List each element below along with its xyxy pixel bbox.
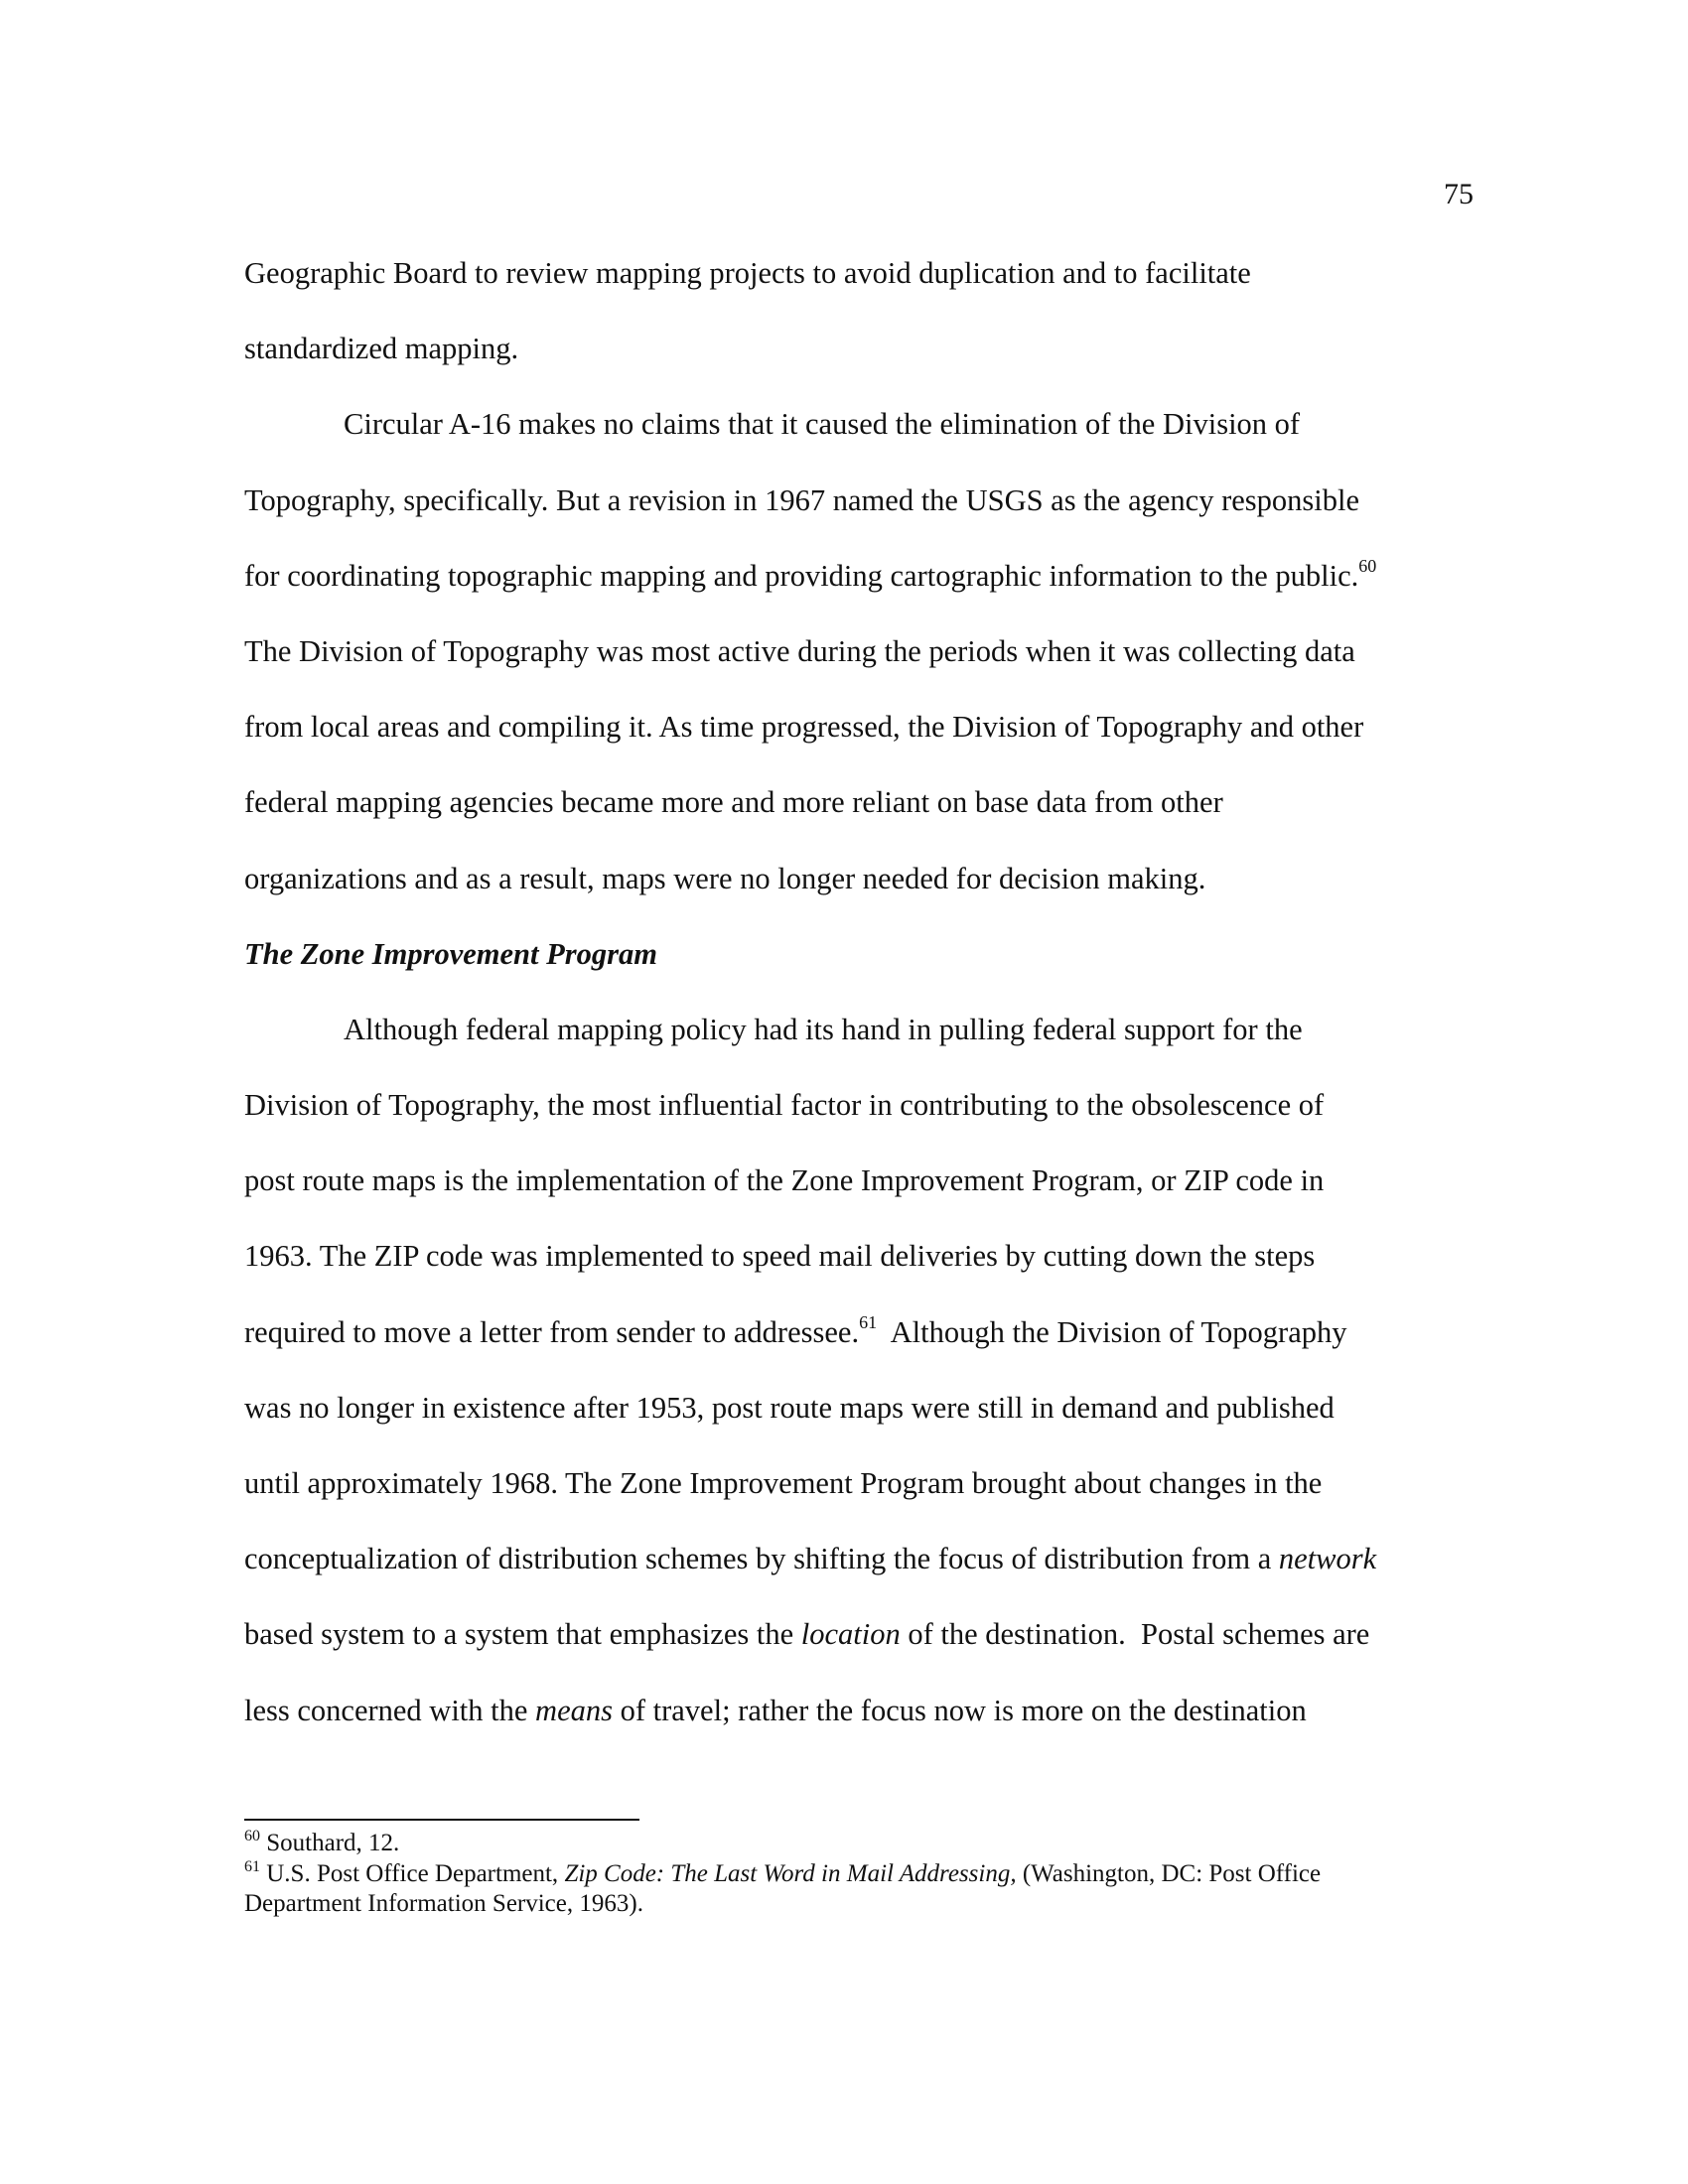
text-line xyxy=(244,1673,1476,1748)
footnote-ref-61: 61 xyxy=(859,1311,878,1332)
footnote-61-continued: Department Information Service, 1963). xyxy=(244,1890,643,1917)
text-line xyxy=(244,1295,1476,1370)
text-line: Although federal mapping policy had its hand in pulling federal support for the xyxy=(344,1012,1303,1046)
text-line xyxy=(244,1521,1476,1596)
text-segment: of the destination. Postal schemes are xyxy=(900,1617,1370,1652)
footnotes xyxy=(244,1829,1476,1920)
text-line: The Division of Topography was most active during the periods when it was collecting data xyxy=(244,633,1355,668)
text-segment: Although the Division of Topography xyxy=(877,1314,1347,1349)
text-line: organizations and as a result, maps were no longer needed for decision making. xyxy=(244,861,1206,895)
text-segment: of travel; rather the focus now is more on the destination xyxy=(612,1693,1307,1727)
page-number: 75 xyxy=(1444,178,1474,210)
text-line: Topography, specifically. But a revision in 1967 named the USGS as the agency responsible xyxy=(244,482,1360,517)
text-line: Circular A-16 makes no claims that it caused the elimination of the Division of xyxy=(344,407,1301,442)
text-line: post route maps is the implementation of the Zone Improvement Program, or ZIP code in xyxy=(244,1163,1325,1198)
text-line: until approximately 1968. The Zone Improvement Program brought about changes in the xyxy=(244,1466,1323,1500)
emphasis-location: location xyxy=(800,1617,901,1652)
text-line: 1963. The ZIP code was implemented to speed mail deliveries by cutting down the steps xyxy=(244,1239,1316,1274)
text-line: standardized mapping. xyxy=(244,332,519,366)
body-text xyxy=(244,235,1476,1748)
text-segment: based system to a system that emphasizes the xyxy=(244,1617,801,1652)
text-line: federal mapping agencies became more and more reliant on base data from other xyxy=(244,785,1223,820)
emphasis-means: means xyxy=(535,1693,613,1727)
text-line: Division of Topography, the most influential factor in contributing to the obsolescence of xyxy=(244,1088,1325,1123)
footnote-number: 61 xyxy=(244,1857,260,1875)
text-segment: conceptualization of distribution schemes by shifting the focus of distribution from a xyxy=(244,1542,1279,1576)
text-line: Geographic Board to review mapping projects to avoid duplication and to facilitate xyxy=(244,256,1251,290)
footnote-61 xyxy=(244,1859,1476,1890)
text-line: from local areas and compiling it. As time progressed, the Division of Topography and other xyxy=(244,710,1364,745)
text-line xyxy=(244,538,1476,614)
footnote-ref-60: 60 xyxy=(1358,555,1377,576)
section-heading: The Zone Improvement Program xyxy=(244,936,657,971)
text-segment: required to move a letter from sender to addressee. xyxy=(244,1314,860,1349)
text-segment: for coordinating topographic mapping and providing cartographic information to the public. xyxy=(244,558,1359,593)
footnote-text: U.S. Post Office Department, xyxy=(260,1859,565,1887)
footnote-text: (Washington, DC: Post Office xyxy=(1016,1859,1322,1887)
footnote-60 xyxy=(244,1829,1476,1859)
emphasis-network: network xyxy=(1278,1542,1377,1576)
text-segment: less concerned with the xyxy=(244,1693,536,1727)
text-line xyxy=(244,1596,1476,1672)
text-line: was no longer in existence after 1953, post route maps were still in demand and published xyxy=(244,1390,1335,1425)
footnote-divider xyxy=(244,1819,639,1821)
footnote-text: Southard, 12. xyxy=(260,1830,400,1856)
footnote-title: Zip Code: The Last Word in Mail Addressing, xyxy=(564,1859,1017,1887)
footnote-number: 60 xyxy=(244,1828,260,1844)
